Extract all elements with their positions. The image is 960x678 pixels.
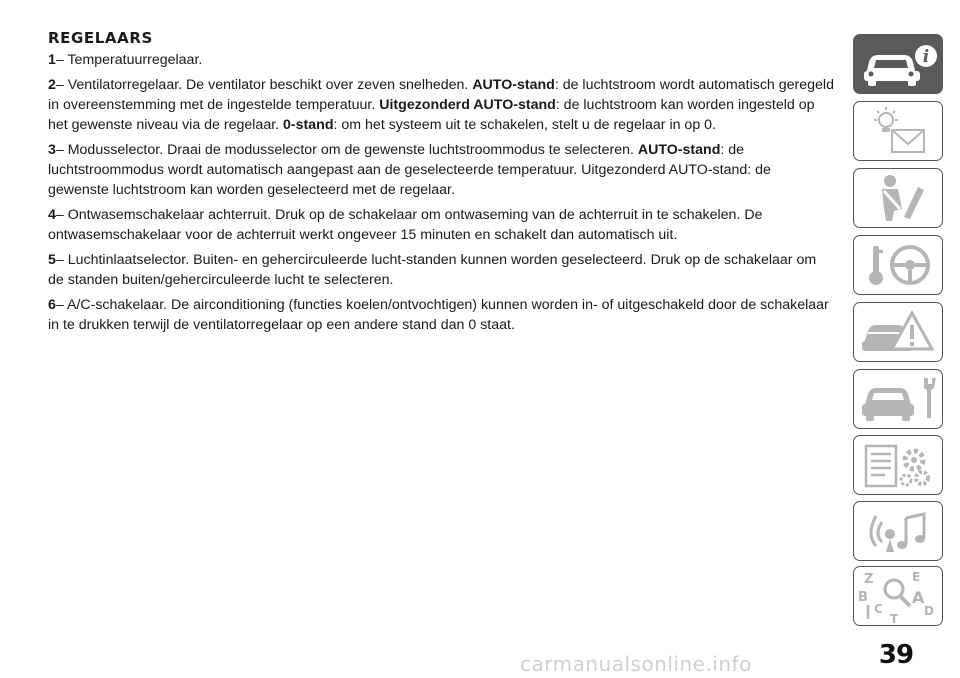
item-keyword: AUTO-stand xyxy=(472,77,555,93)
index-letter: Z xyxy=(864,572,874,587)
item-text: : de luchtstroom wordt automatisch geregeld in overeenstemming met de ingestelde temperatuur. xyxy=(48,77,834,113)
item-text: – Ventilatorregelaar. De ventilator beschikt over zeven snelheden. xyxy=(55,77,473,93)
tab-car-info[interactable] xyxy=(853,34,943,94)
instruction-item xyxy=(48,50,834,70)
item-text: : de luchtstroom kan worden ingesteld op het gewenste niveau via de regelaar. xyxy=(48,97,815,133)
item-text: – A/C-schakelaar. De airconditioning (functies koelen/ontvochtigen) kunnen worden in- of uitgeschakeld door de schakelaar in te drukken terwijl de ventilatorregelaar op een andere stand dan 0 staat. xyxy=(48,297,829,333)
page-number: 39 xyxy=(878,640,914,670)
item-keyword: 0-stand xyxy=(283,117,334,133)
instruction-item xyxy=(48,205,834,245)
tab-seat-safety[interactable] xyxy=(853,168,943,228)
item-text: – Ontwasemschakelaar achterruit. Druk op de schakelaar om ontwaseming van de achterruit in te schakelen. De ontwasemschakelaar voor de achterruit werkt ongeveer 15 minuten en schakelt dan automatisch uit. xyxy=(48,207,763,243)
index-letter: D xyxy=(924,604,934,618)
instruction-item xyxy=(48,75,834,135)
tab-key-steering[interactable] xyxy=(853,235,943,295)
tab-specifications[interactable] xyxy=(853,435,943,495)
section-title: REGELAARS xyxy=(48,29,153,47)
multimedia-icon xyxy=(854,502,942,560)
warning-lights-icon xyxy=(854,102,942,160)
instruction-item xyxy=(48,140,834,200)
index-letter: A xyxy=(912,588,925,607)
seat-safety-icon xyxy=(854,169,942,227)
index-letter: C xyxy=(874,602,883,616)
emergency-icon xyxy=(854,303,942,361)
item-keyword: Uitgezonderd AUTO-stand xyxy=(379,97,556,113)
tab-multimedia[interactable] xyxy=(853,501,943,561)
chapter-tabs xyxy=(853,0,960,678)
item-number: 6 xyxy=(48,297,56,313)
item-number: 5 xyxy=(48,252,56,268)
tab-warning-lights[interactable] xyxy=(853,101,943,161)
index-icon xyxy=(854,567,942,625)
instruction-item xyxy=(48,295,834,335)
index-letter: T xyxy=(890,612,899,625)
key-steering-wheel-icon xyxy=(854,236,942,294)
item-text: – Modusselector. Draai de modusselector om de gewenste luchtstroommodus te selecteren. xyxy=(55,142,638,158)
item-text: : om het systeem uit te schakelen, stelt u de regelaar in op 0. xyxy=(333,117,716,133)
item-number: 4 xyxy=(48,207,56,223)
item-number: 3 xyxy=(48,142,56,158)
watermark: carmanualsonline.info xyxy=(520,652,752,676)
item-text: : de luchtstroommodus wordt automatisch aangepast aan de geselecteerde temperatuur. Uitgezonderd AUTO-stand: de gewenste luchtstroom kan worden geselecteerd met de regelaar. xyxy=(48,142,771,198)
item-text: – Luchtinlaatselector. Buiten- en gehercirculeerde lucht-standen kunnen worden geselecteerd. Druk op de schakelaar om de standen buiten/gehercirculeerde lucht te selecteren. xyxy=(48,252,817,288)
index-letter: B xyxy=(858,590,868,605)
item-keyword: AUTO-stand xyxy=(637,142,721,158)
svg-text:i: i xyxy=(922,47,930,67)
tab-index[interactable] xyxy=(853,566,943,626)
instruction-item xyxy=(48,250,834,290)
item-number: 1 xyxy=(48,52,56,68)
tab-emergency[interactable] xyxy=(853,302,943,362)
car-maintenance-icon xyxy=(854,370,942,428)
main-content xyxy=(48,28,834,340)
tab-car-maintenance[interactable] xyxy=(853,369,943,429)
car-info-icon xyxy=(854,35,942,93)
item-number: 2 xyxy=(48,77,56,93)
specifications-icon xyxy=(854,436,942,494)
item-text: – Temperatuurregelaar. xyxy=(55,52,203,68)
index-letter: E xyxy=(912,570,921,584)
instruction-list xyxy=(48,50,834,335)
